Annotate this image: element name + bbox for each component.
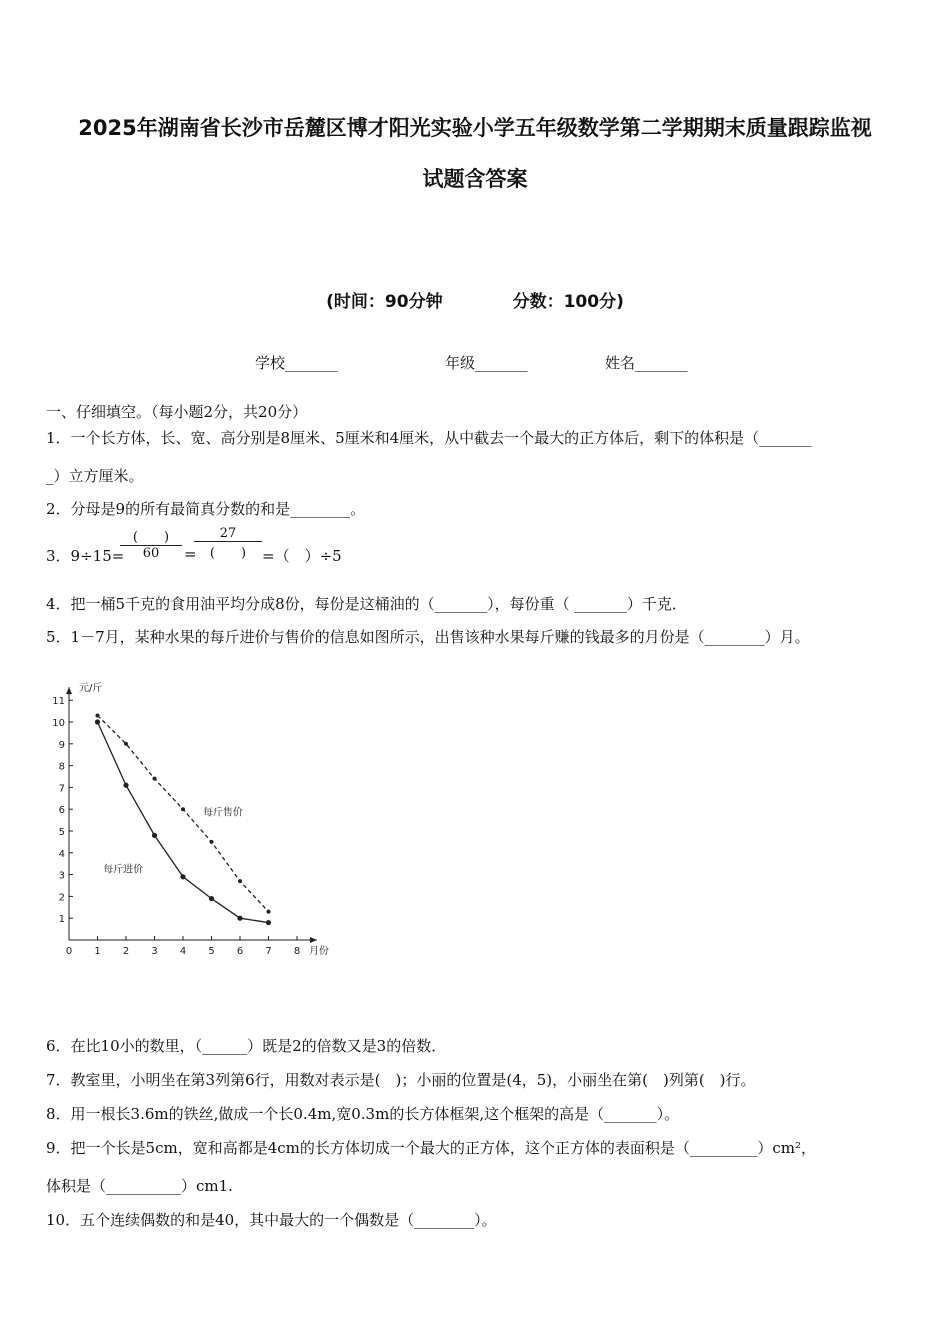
- score-info: 分数：100分): [512, 292, 624, 312]
- x-tick-label: 2: [122, 946, 130, 957]
- selling-price-point: [124, 742, 128, 746]
- page-title-line2: 试题含答案: [422, 167, 528, 191]
- selling-price-point: [181, 807, 185, 811]
- question-8: 8．用一根长3.6m的铁丝,做成一个长0.4m,宽0.3m的长方体框架,这个框架的高是（_______）。: [46, 1105, 680, 1123]
- fraction-1-denominator: 60: [120, 545, 182, 561]
- selling-price-point: [210, 840, 214, 844]
- question-2: 2．分母是9的所有最简真分数的和是________。: [46, 500, 366, 518]
- y-axis-arrow: [66, 687, 72, 694]
- fraction-2: [194, 526, 262, 561]
- fraction-1: [120, 526, 182, 561]
- selling-price-point: [267, 910, 271, 914]
- x-axis-label: 月份: [308, 946, 329, 957]
- question-9-line1: 9．把一个长是5cm，宽和高都是4cm的长方体切成一个最大的正方体，这个正方体的表面积是（_________）cm²，: [46, 1139, 817, 1157]
- y-tick-label: 1: [58, 914, 65, 926]
- y-tick-label: 5: [58, 827, 65, 838]
- y-tick-label: 9: [58, 739, 65, 751]
- question-6: 6．在比10小的数里，（______）既是2的倍数又是3的倍数．: [46, 1037, 447, 1055]
- y-tick-label: 2: [58, 892, 65, 904]
- price-line-chart: [40, 660, 360, 970]
- cost-price-point: [123, 783, 128, 788]
- school-field: 学校_______: [255, 354, 338, 372]
- cost-price-point: [152, 833, 157, 838]
- x-tick-label: 5: [208, 946, 215, 957]
- question-3-prefix: 3．9÷15=: [46, 547, 125, 565]
- x-tick-label: 3: [151, 946, 158, 957]
- question-9-line2: 体积是（__________）cm1.: [46, 1177, 233, 1195]
- cost-price-point: [209, 896, 214, 901]
- question-4: 4．把一桶5千克的食用油平均分成8份，每份是这桶油的（_______），每份重（ _______）千克．: [46, 595, 687, 613]
- x-axis-arrow: [310, 937, 317, 943]
- x-tick-label: 4: [179, 946, 187, 957]
- question-3-equals: =: [184, 545, 197, 563]
- y-tick-label: 11: [52, 696, 65, 708]
- fraction-2-denominator: ( ): [194, 541, 262, 561]
- question-1-line2: _）立方厘米。: [46, 467, 144, 485]
- cost-price-line: [98, 722, 269, 923]
- selling-price-point: [96, 713, 100, 717]
- x-tick-label: 6: [236, 946, 244, 957]
- cost-price-point: [180, 874, 185, 879]
- x-tick-label: 0: [65, 946, 73, 957]
- x-tick-label: 7: [265, 946, 272, 957]
- exam-meta: [0, 287, 950, 312]
- page-title-line1: 2025年湖南省长沙市岳麓区博才阳光实验小学五年级数学第二学期期末质量跟踪监视: [78, 116, 872, 140]
- x-tick-label: 1: [94, 946, 101, 957]
- selling-price-point: [153, 777, 157, 781]
- y-tick-label: 8: [58, 761, 65, 773]
- question-7: 7．教室里，小明坐在第3列第6行，用数对表示是( )；小丽的位置是(4，5)，小丽坐在第( )列第( )行。: [46, 1071, 756, 1089]
- y-tick-label: 10: [52, 718, 65, 729]
- selling-price-label: 每斤售价: [202, 807, 243, 819]
- section-heading: 一、仔细填空。（每小题2分，共20分）: [46, 403, 308, 421]
- fraction-2-numerator: 27: [219, 526, 237, 541]
- grade-field: 年级_______: [445, 354, 528, 372]
- question-10: 10．五个连续偶数的和是40，其中最大的一个偶数是（________）。: [46, 1211, 497, 1229]
- y-tick-label: 4: [58, 848, 65, 860]
- cost-price-point: [237, 916, 242, 921]
- y-tick-label: 7: [58, 783, 65, 795]
- name-field: 姓名_______: [605, 354, 688, 372]
- selling-price-point: [238, 879, 242, 883]
- question-3-suffix: =（ ）÷5: [262, 547, 342, 565]
- x-tick-label: 8: [293, 946, 301, 957]
- question-5: 5．1－7月，某种水果的每斤进价与售价的信息如图所示，出售该种水果每斤赚的钱最多的月份是（________）月。: [46, 628, 810, 646]
- y-axis-label: 元/斤: [79, 683, 103, 695]
- question-1-line1: 1．一个长方体，长、宽、高分别是8厘米、5厘米和4厘米，从中截去一个最大的正方体后，剩下的体积是（_______: [46, 429, 812, 447]
- fraction-1-numerator: ( ): [132, 530, 170, 545]
- cost-price-label: 每斤进价: [103, 864, 144, 876]
- cost-price-point: [266, 920, 271, 925]
- cost-price-point: [95, 719, 100, 724]
- y-tick-label: 6: [58, 805, 65, 817]
- y-tick-label: 3: [58, 870, 65, 882]
- time-info: (时间：90分钟: [326, 292, 443, 312]
